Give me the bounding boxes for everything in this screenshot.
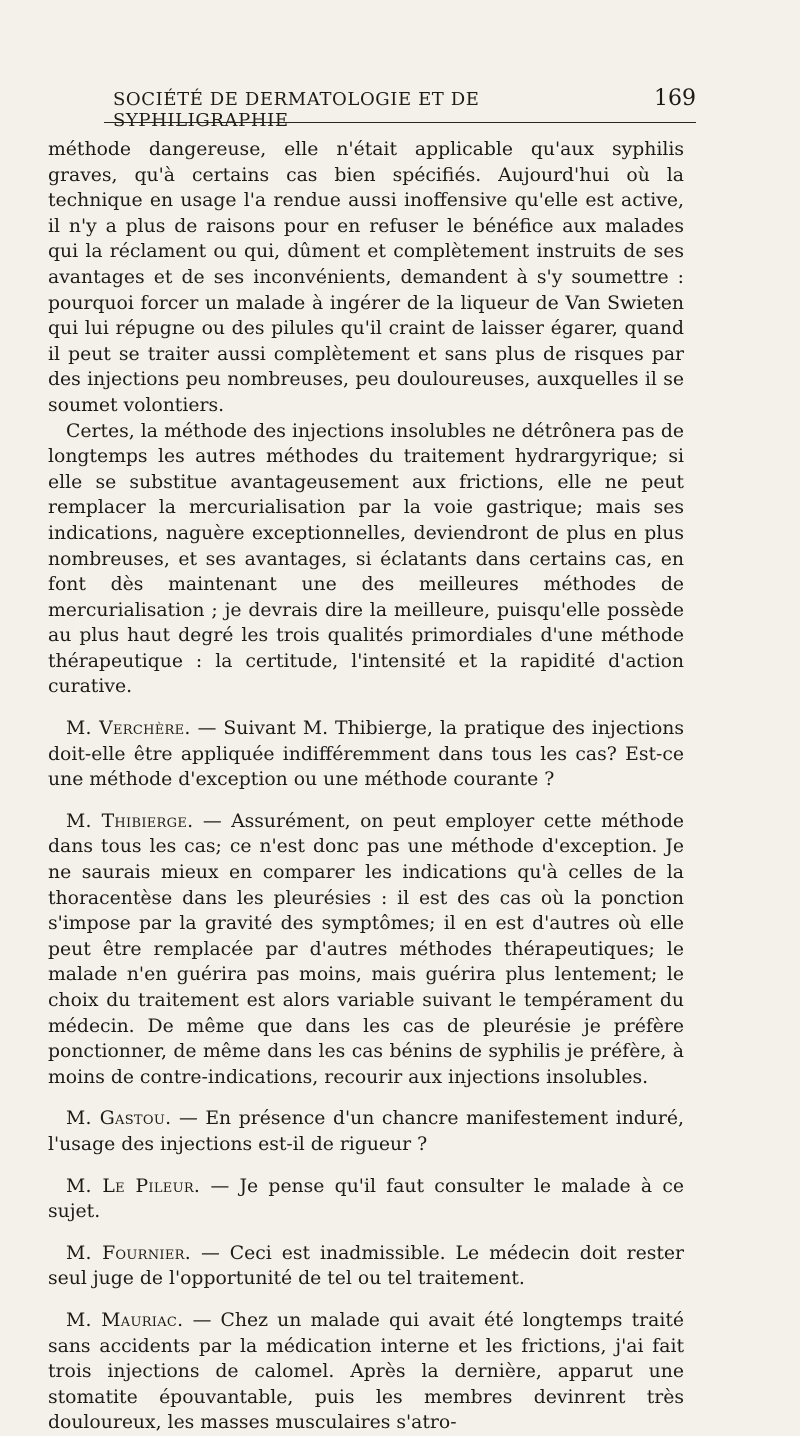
paragraph-certes: Certes, la méthode des injections insolubles ne détrônera pas de longtemps les autres méthodes du traitement hydrargyrique; si elle se substitue avantageusement aux frictions, elle ne peut remplacer la mercurialisation par la voie gastrique; mais ses indications, naguère exceptionnelles, deviendront de plus en plus nombreuses, et ses avantages, si éclatants dans certains cas, en font dès maintenant une des meilleures méthodes de mercurialisation ; je devrais dire la meilleure, puisqu'elle possède au plus haut degré les trois qualités primordiales d'une méthode thérapeutique : la certitude, l'intensité et la rapidité d'action curative. xyxy=(48,420,684,698)
speech-gastou xyxy=(48,1106,684,1157)
speech-text: — Ceci est inadmissible. Le médecin doit rester seul juge de l'opportunité de tel ou tel traitement. xyxy=(48,1242,684,1290)
speaker-name: M. Verchère. xyxy=(66,718,191,740)
speech-verchere xyxy=(48,716,684,793)
speaker-name: M. Thibierge. xyxy=(66,810,194,832)
speech-le-pileur xyxy=(48,1174,684,1225)
running-header xyxy=(113,86,696,131)
page-body xyxy=(48,137,684,1436)
speech-text: — Assurément, on peut employer cette méthode dans tous les cas; ce n'est donc pas une méthode d'exception. Je ne saurais mieux en comparer les indications qu'à celles de la thoracentèse dans les pleurésies : il est des cas où la ponction s'impose par la gravité des symptômes; il en est d'autres où elle peut être remplacée par d'autres méthodes thérapeutiques; le malade n'en guérira pas moins, mais guérira plus lentement; le choix du traitement est alors variable suivant le tempérament du médecin. De même que dans les cas de pleurésie je préfère ponctionner, de même dans les cas bénins de syphilis je préfère, à moins de contre-indications, recourir aux injections insolubles. xyxy=(48,810,684,1088)
paragraph-continuation: méthode dangereuse, elle n'était applicable qu'aux syphilis graves, qu'à certains cas bien spécifiés. Aujourd'hui où la technique en usage l'a rendue aussi inoffensive qu'elle est active, il n'y a plus de raisons pour en refuser le bénéfice aux malades qui la réclament ou qui, dûment et complètement instruits de ses avantages et de ses inconvénients, demandent à s'y soumettre : pourquoi forcer un malade à ingérer de la liqueur de Van Swieten qui lui répugne ou des pilules qu'il craint de laisser égarer, quand il peut se traiter aussi complètement et sans plus de risques par des injections peu nombreuses, peu douloureuses, auxquelles il se soumet volontiers. xyxy=(48,139,684,416)
speech-text: — En présence d'un chancre manifestement induré, l'usage des injections est-il de rigueur ? xyxy=(48,1108,684,1155)
speaker-name: M. Le Pileur. xyxy=(66,1175,201,1197)
speech-text: — Chez un malade qui avait été longtemps traité sans accidents par la médication interne et les frictions, j'ai fait trois injections de calomel. Après la dernière, apparut une stomatite épouvantable, puis les membres devinrent très douloureux, les masses musculaires s'atro- xyxy=(48,1309,684,1434)
speaker-name: M. Gastou. xyxy=(66,1108,172,1130)
speech-fournier xyxy=(48,1241,684,1292)
speaker-name: M. Fournier. xyxy=(66,1242,191,1264)
page-number: 169 xyxy=(654,86,696,111)
speech-thibierge xyxy=(48,809,684,1091)
header-rule xyxy=(104,122,696,123)
speech-mauriac xyxy=(48,1308,684,1436)
speaker-name: M. Mauriac. xyxy=(66,1309,184,1331)
running-title: SOCIÉTÉ DE DERMATOLOGIE ET DE SYPHILIGRAPHIE xyxy=(113,89,480,131)
speech-text: — Je pense qu'il faut consulter le malade à ce sujet. xyxy=(48,1175,684,1223)
speech-text: — Suivant M. Thibierge, la pratique des injections doit-elle être appliquée indifféremment dans tous les cas? Est-ce une méthode d'exception ou une méthode courante ? xyxy=(48,718,684,791)
